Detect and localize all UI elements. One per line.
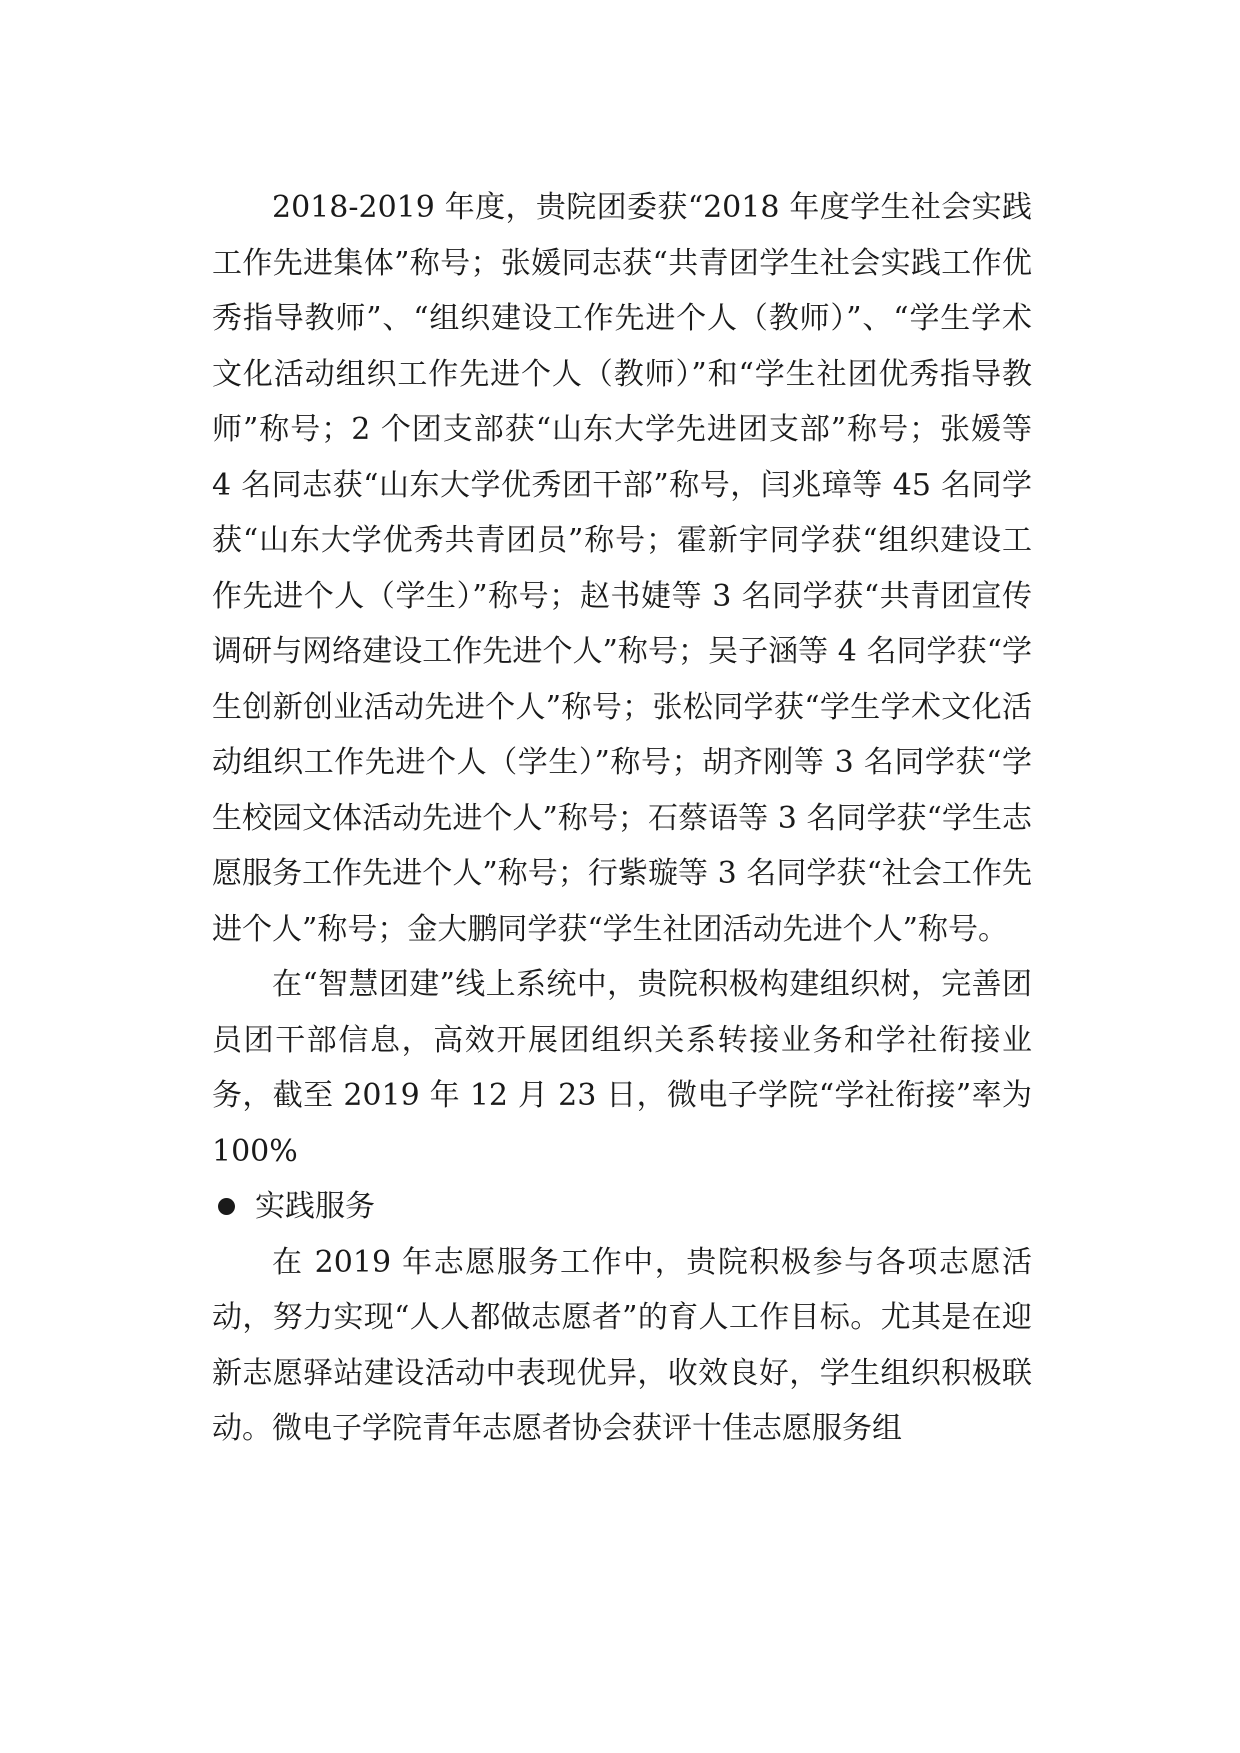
volunteer-paragraph: 在 2019 年志愿服务工作中，贵院积极参与各项志愿活动，努力实现“人人都做志愿者”的育人工作目标。尤其是在迎新志愿驿站建设活动中表现优异，收效良好，学生组织积极联动。微电子学院青年志愿者协会获评十佳志愿服务组 — [212, 1244, 1032, 1446]
section-heading-text: 实践服务 — [255, 1189, 375, 1224]
section-heading-practice-service — [212, 1179, 1032, 1235]
awards-paragraph: 2018-2019 年度，贵院团委获“2018 年度学生社会实践工作先进集体”称号；张媛同志获“共青团学生社会实践工作优秀指导教师”、“组织建设工作先进个人（教师）”、“学生学术文化活动组织工作先进个人（教师）”和“学生社团优秀指导教师”称号；2 个团支部获“山东大学先进团支部”称号；张媛等 4 名同志获“山东大学优秀团干部”称号，闫兆璋等 45 名同学获“山东大学优秀共青团员”称号；霍新宇同学获“组织建设工作先进个人（学生）”称号；赵书婕等 3 名同学获“共青团宣传调研与网络建设工作先进个人”称号；吴子涵等 4 名同学获“学生创新创业活动先进个人”称号；张松同学获“学生学术文化活动组织工作先进个人（学生）”称号；胡齐刚等 3 名同学获“学生校园文体活动先进个人”称号；石蔡语等 3 名同学获“学生志愿服务工作先进个人”称号；行紫璇等 3 名同学获“社会工作先进个人”称号；金大鹏同学获“学生社团活动先进个人”称号。 — [212, 190, 1032, 947]
smart-league-paragraph: 在“智慧团建”线上系统中，贵院积极构建组织树，完善团员团干部信息，高效开展团组织关系转接业务和学社衔接业务，截至 2019 年 12 月 23 日，微电子学院“学社衔接”率为 100% — [212, 967, 1032, 1169]
document-body — [212, 180, 1032, 1457]
bullet-dot-icon — [218, 1198, 235, 1215]
